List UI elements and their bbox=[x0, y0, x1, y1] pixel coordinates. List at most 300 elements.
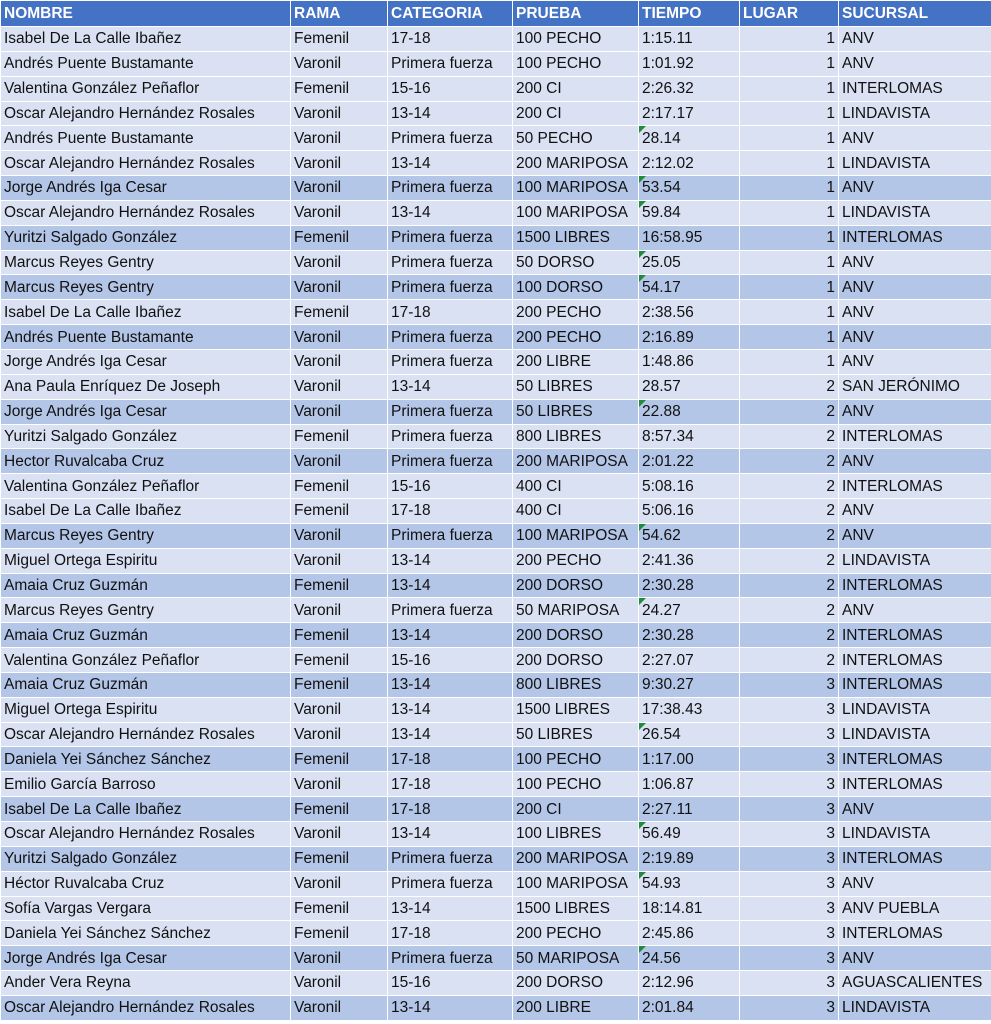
cell-sucursal[interactable]: ANV bbox=[839, 325, 991, 350]
header-prueba[interactable]: PRUEBA bbox=[513, 1, 639, 27]
cell-categoria[interactable]: 13-14 bbox=[388, 151, 513, 176]
cell-sucursal[interactable]: LINDAVISTA bbox=[839, 101, 991, 126]
cell-lugar[interactable]: 2 bbox=[740, 399, 839, 424]
cell-nombre[interactable]: Amaia Cruz Guzmán bbox=[1, 623, 291, 648]
cell-sucursal[interactable]: ANV bbox=[839, 523, 991, 548]
cell-nombre[interactable]: Jorge Andrés Iga Cesar bbox=[1, 176, 291, 201]
cell-nombre[interactable]: Ana Paula Enríquez De Joseph bbox=[1, 374, 291, 399]
cell-tiempo[interactable]: 1:48.86 bbox=[639, 349, 740, 374]
cell-nombre[interactable]: Yuritzi Salgado González bbox=[1, 846, 291, 871]
cell-lugar[interactable]: 2 bbox=[740, 424, 839, 449]
cell-sucursal[interactable]: LINDAVISTA bbox=[839, 697, 991, 722]
cell-sucursal[interactable]: ANV bbox=[839, 499, 991, 524]
cell-rama[interactable]: Varonil bbox=[291, 772, 388, 797]
table-row bbox=[1, 995, 991, 1020]
table-row bbox=[1, 623, 991, 648]
cell-sucursal[interactable]: ANV bbox=[839, 871, 991, 896]
cell-categoria[interactable]: Primera fuerza bbox=[388, 946, 513, 971]
cell-prueba[interactable]: 200 PECHO bbox=[513, 300, 639, 325]
cell-nombre[interactable]: Amaia Cruz Guzmán bbox=[1, 573, 291, 598]
cell-rama[interactable]: Varonil bbox=[291, 995, 388, 1020]
cell-prueba[interactable]: 100 PECHO bbox=[513, 27, 639, 52]
cell-nombre[interactable]: Miguel Ortega Espiritu bbox=[1, 548, 291, 573]
cell-prueba[interactable]: 100 LIBRES bbox=[513, 822, 639, 847]
cell-rama[interactable]: Femenil bbox=[291, 300, 388, 325]
cell-sucursal[interactable]: LINDAVISTA bbox=[839, 995, 991, 1020]
table-row bbox=[1, 399, 991, 424]
cell-sucursal[interactable]: AGUASCALIENTES bbox=[839, 971, 991, 996]
cell-sucursal[interactable]: INTERLOMAS bbox=[839, 772, 991, 797]
cell-tiempo[interactable]: 54.17 bbox=[639, 275, 740, 300]
cell-categoria[interactable]: Primera fuerza bbox=[388, 51, 513, 76]
cell-sucursal[interactable]: ANV bbox=[839, 27, 991, 52]
cell-lugar[interactable]: 2 bbox=[740, 523, 839, 548]
cell-nombre[interactable]: Oscar Alejandro Hernández Rosales bbox=[1, 722, 291, 747]
cell-categoria[interactable]: 15-16 bbox=[388, 648, 513, 673]
cell-sucursal[interactable]: INTERLOMAS bbox=[839, 225, 991, 250]
cell-tiempo[interactable]: 5:06.16 bbox=[639, 499, 740, 524]
cell-lugar[interactable]: 3 bbox=[740, 797, 839, 822]
header-rama[interactable]: RAMA bbox=[291, 1, 388, 27]
cell-sucursal[interactable]: INTERLOMAS bbox=[839, 672, 991, 697]
cell-rama[interactable]: Femenil bbox=[291, 76, 388, 101]
cell-tiempo[interactable]: 2:27.07 bbox=[639, 648, 740, 673]
cell-prueba[interactable]: 50 LIBRES bbox=[513, 722, 639, 747]
cell-categoria[interactable]: 15-16 bbox=[388, 971, 513, 996]
cell-nombre[interactable]: Oscar Alejandro Hernández Rosales bbox=[1, 995, 291, 1020]
cell-nombre[interactable]: Oscar Alejandro Hernández Rosales bbox=[1, 101, 291, 126]
header-nombre[interactable]: NOMBRE bbox=[1, 1, 291, 27]
cell-lugar[interactable]: 3 bbox=[740, 946, 839, 971]
cell-lugar[interactable]: 2 bbox=[740, 648, 839, 673]
cell-nombre[interactable]: Andrés Puente Bustamante bbox=[1, 325, 291, 350]
cell-lugar[interactable]: 2 bbox=[740, 374, 839, 399]
cell-lugar[interactable]: 3 bbox=[740, 697, 839, 722]
cell-categoria[interactable]: 13-14 bbox=[388, 672, 513, 697]
cell-prueba[interactable]: 200 CI bbox=[513, 76, 639, 101]
cell-rama[interactable]: Femenil bbox=[291, 921, 388, 946]
cell-tiempo[interactable]: 1:01.92 bbox=[639, 51, 740, 76]
cell-rama[interactable]: Varonil bbox=[291, 374, 388, 399]
cell-lugar[interactable]: 1 bbox=[740, 151, 839, 176]
cell-nombre[interactable]: Valentina González Peñaflor bbox=[1, 648, 291, 673]
cell-sucursal[interactable]: INTERLOMAS bbox=[839, 76, 991, 101]
cell-categoria[interactable]: 13-14 bbox=[388, 573, 513, 598]
table-row bbox=[1, 697, 991, 722]
cell-nombre[interactable]: Isabel De La Calle Ibañez bbox=[1, 499, 291, 524]
cell-categoria[interactable]: 13-14 bbox=[388, 896, 513, 921]
cell-lugar[interactable]: 1 bbox=[740, 27, 839, 52]
cell-lugar[interactable]: 1 bbox=[740, 250, 839, 275]
cell-lugar[interactable]: 3 bbox=[740, 846, 839, 871]
cell-lugar[interactable]: 2 bbox=[740, 598, 839, 623]
cell-tiempo[interactable]: 53.54 bbox=[639, 176, 740, 201]
cell-tiempo[interactable]: 1:06.87 bbox=[639, 772, 740, 797]
cell-categoria[interactable]: 13-14 bbox=[388, 374, 513, 399]
cell-rama[interactable]: Femenil bbox=[291, 672, 388, 697]
cell-prueba[interactable]: 200 CI bbox=[513, 101, 639, 126]
cell-categoria[interactable]: Primera fuerza bbox=[388, 325, 513, 350]
cell-lugar[interactable]: 2 bbox=[740, 499, 839, 524]
cell-lugar[interactable]: 3 bbox=[740, 672, 839, 697]
cell-tiempo[interactable]: 54.93 bbox=[639, 871, 740, 896]
cell-sucursal[interactable]: INTERLOMAS bbox=[839, 474, 991, 499]
cell-prueba[interactable]: 100 PECHO bbox=[513, 51, 639, 76]
cell-lugar[interactable]: 3 bbox=[740, 995, 839, 1020]
cell-tiempo[interactable]: 25.05 bbox=[639, 250, 740, 275]
table-row bbox=[1, 946, 991, 971]
cell-tiempo[interactable]: 17:38.43 bbox=[639, 697, 740, 722]
cell-rama[interactable]: Varonil bbox=[291, 250, 388, 275]
cell-sucursal[interactable]: ANV bbox=[839, 51, 991, 76]
cell-tiempo[interactable]: 2:19.89 bbox=[639, 846, 740, 871]
cell-sucursal[interactable]: LINDAVISTA bbox=[839, 722, 991, 747]
cell-tiempo[interactable]: 56.49 bbox=[639, 822, 740, 847]
table-row bbox=[1, 325, 991, 350]
cell-nombre[interactable]: Oscar Alejandro Hernández Rosales bbox=[1, 200, 291, 225]
cell-prueba[interactable]: 200 MARIPOSA bbox=[513, 449, 639, 474]
cell-rama[interactable]: Varonil bbox=[291, 325, 388, 350]
cell-lugar[interactable]: 3 bbox=[740, 772, 839, 797]
cell-rama[interactable]: Femenil bbox=[291, 424, 388, 449]
cell-rama[interactable]: Varonil bbox=[291, 598, 388, 623]
cell-rama[interactable]: Varonil bbox=[291, 548, 388, 573]
cell-sucursal[interactable]: ANV bbox=[839, 176, 991, 201]
cell-prueba[interactable]: 1500 LIBRES bbox=[513, 896, 639, 921]
cell-prueba[interactable]: 200 DORSO bbox=[513, 573, 639, 598]
cell-tiempo[interactable]: 2:12.96 bbox=[639, 971, 740, 996]
cell-nombre[interactable]: Valentina González Peñaflor bbox=[1, 474, 291, 499]
cell-tiempo[interactable]: 2:26.32 bbox=[639, 76, 740, 101]
cell-nombre[interactable]: Oscar Alejandro Hernández Rosales bbox=[1, 822, 291, 847]
cell-nombre[interactable]: Sofía Vargas Vergara bbox=[1, 896, 291, 921]
cell-categoria[interactable]: 17-18 bbox=[388, 300, 513, 325]
cell-rama[interactable]: Femenil bbox=[291, 747, 388, 772]
cell-prueba[interactable]: 100 MARIPOSA bbox=[513, 523, 639, 548]
cell-tiempo[interactable]: 9:30.27 bbox=[639, 672, 740, 697]
header-categoria[interactable]: CATEGORIA bbox=[388, 1, 513, 27]
cell-rama[interactable]: Varonil bbox=[291, 51, 388, 76]
cell-tiempo[interactable]: 2:12.02 bbox=[639, 151, 740, 176]
cell-prueba[interactable]: 100 MARIPOSA bbox=[513, 176, 639, 201]
cell-nombre[interactable]: Jorge Andrés Iga Cesar bbox=[1, 946, 291, 971]
cell-lugar[interactable]: 1 bbox=[740, 325, 839, 350]
cell-sucursal[interactable]: INTERLOMAS bbox=[839, 648, 991, 673]
cell-prueba[interactable]: 400 CI bbox=[513, 499, 639, 524]
cell-sucursal[interactable]: ANV bbox=[839, 300, 991, 325]
cell-sucursal[interactable]: ANV bbox=[839, 946, 991, 971]
cell-rama[interactable]: Femenil bbox=[291, 623, 388, 648]
cell-lugar[interactable]: 2 bbox=[740, 623, 839, 648]
cell-sucursal[interactable]: ANV bbox=[839, 449, 991, 474]
cell-tiempo[interactable]: 2:01.22 bbox=[639, 449, 740, 474]
cell-nombre[interactable]: Marcus Reyes Gentry bbox=[1, 523, 291, 548]
table-row bbox=[1, 200, 991, 225]
cell-prueba[interactable]: 1500 LIBRES bbox=[513, 225, 639, 250]
cell-lugar[interactable]: 1 bbox=[740, 51, 839, 76]
cell-nombre[interactable]: Isabel De La Calle Ibañez bbox=[1, 27, 291, 52]
cell-sucursal[interactable]: ANV bbox=[839, 275, 991, 300]
table-row bbox=[1, 101, 991, 126]
cell-lugar[interactable]: 1 bbox=[740, 225, 839, 250]
cell-rama[interactable]: Varonil bbox=[291, 275, 388, 300]
cell-prueba[interactable]: 200 MARIPOSA bbox=[513, 151, 639, 176]
cell-sucursal[interactable]: ANV bbox=[839, 797, 991, 822]
cell-sucursal[interactable]: ANV bbox=[839, 126, 991, 151]
header-lugar[interactable]: LUGAR bbox=[740, 1, 839, 27]
cell-nombre[interactable]: Daniela Yei Sánchez Sánchez bbox=[1, 921, 291, 946]
cell-categoria[interactable]: Primera fuerza bbox=[388, 225, 513, 250]
cell-nombre[interactable]: Yuritzi Salgado González bbox=[1, 424, 291, 449]
cell-prueba[interactable]: 200 MARIPOSA bbox=[513, 846, 639, 871]
cell-tiempo[interactable]: 5:08.16 bbox=[639, 474, 740, 499]
cell-sucursal[interactable]: ANV bbox=[839, 598, 991, 623]
cell-lugar[interactable]: 1 bbox=[740, 275, 839, 300]
cell-tiempo[interactable]: 8:57.34 bbox=[639, 424, 740, 449]
cell-sucursal[interactable]: ANV PUEBLA bbox=[839, 896, 991, 921]
cell-nombre[interactable]: Jorge Andrés Iga Cesar bbox=[1, 349, 291, 374]
cell-tiempo[interactable]: 2:41.36 bbox=[639, 548, 740, 573]
cell-tiempo[interactable]: 18:14.81 bbox=[639, 896, 740, 921]
cell-categoria[interactable]: 17-18 bbox=[388, 921, 513, 946]
cell-lugar[interactable]: 2 bbox=[740, 548, 839, 573]
cell-lugar[interactable]: 3 bbox=[740, 971, 839, 996]
cell-sucursal[interactable]: ANV bbox=[839, 399, 991, 424]
cell-categoria[interactable]: 17-18 bbox=[388, 27, 513, 52]
cell-prueba[interactable]: 100 PECHO bbox=[513, 747, 639, 772]
cell-rama[interactable]: Varonil bbox=[291, 349, 388, 374]
cell-rama[interactable]: Varonil bbox=[291, 722, 388, 747]
cell-prueba[interactable]: 200 DORSO bbox=[513, 648, 639, 673]
cell-prueba[interactable]: 50 DORSO bbox=[513, 250, 639, 275]
cell-rama[interactable]: Varonil bbox=[291, 871, 388, 896]
cell-prueba[interactable]: 50 LIBRES bbox=[513, 399, 639, 424]
cell-nombre[interactable]: Marcus Reyes Gentry bbox=[1, 275, 291, 300]
cell-categoria[interactable]: Primera fuerza bbox=[388, 126, 513, 151]
cell-categoria[interactable]: 15-16 bbox=[388, 76, 513, 101]
cell-nombre[interactable]: Andrés Puente Bustamante bbox=[1, 51, 291, 76]
cell-tiempo[interactable]: 1:17.00 bbox=[639, 747, 740, 772]
table-row bbox=[1, 449, 991, 474]
header-tiempo[interactable]: TIEMPO bbox=[639, 1, 740, 27]
cell-lugar[interactable]: 1 bbox=[740, 349, 839, 374]
cell-lugar[interactable]: 1 bbox=[740, 76, 839, 101]
cell-categoria[interactable]: Primera fuerza bbox=[388, 871, 513, 896]
cell-prueba[interactable]: 200 CI bbox=[513, 797, 639, 822]
cell-prueba[interactable]: 200 LIBRE bbox=[513, 995, 639, 1020]
cell-tiempo[interactable]: 22.88 bbox=[639, 399, 740, 424]
cell-prueba[interactable]: 200 DORSO bbox=[513, 623, 639, 648]
cell-sucursal[interactable]: LINDAVISTA bbox=[839, 822, 991, 847]
cell-categoria[interactable]: 13-14 bbox=[388, 722, 513, 747]
cell-rama[interactable]: Varonil bbox=[291, 151, 388, 176]
cell-nombre[interactable]: Oscar Alejandro Hernández Rosales bbox=[1, 151, 291, 176]
cell-nombre[interactable]: Hector Ruvalcaba Cruz bbox=[1, 449, 291, 474]
cell-rama[interactable]: Femenil bbox=[291, 846, 388, 871]
cell-lugar[interactable]: 1 bbox=[740, 176, 839, 201]
cell-tiempo[interactable]: 28.57 bbox=[639, 374, 740, 399]
cell-nombre[interactable]: Héctor Ruvalcaba Cruz bbox=[1, 871, 291, 896]
cell-lugar[interactable]: 2 bbox=[740, 449, 839, 474]
cell-categoria[interactable]: 17-18 bbox=[388, 797, 513, 822]
cell-categoria[interactable]: Primera fuerza bbox=[388, 176, 513, 201]
cell-rama[interactable]: Femenil bbox=[291, 648, 388, 673]
cell-lugar[interactable]: 1 bbox=[740, 300, 839, 325]
cell-rama[interactable]: Varonil bbox=[291, 822, 388, 847]
cell-sucursal[interactable]: ANV bbox=[839, 349, 991, 374]
cell-lugar[interactable]: 3 bbox=[740, 747, 839, 772]
cell-nombre[interactable]: Andrés Puente Bustamante bbox=[1, 126, 291, 151]
cell-tiempo[interactable]: 16:58.95 bbox=[639, 225, 740, 250]
header-sucursal[interactable]: SUCURSAL bbox=[839, 1, 991, 27]
cell-rama[interactable]: Varonil bbox=[291, 101, 388, 126]
cell-categoria[interactable]: Primera fuerza bbox=[388, 250, 513, 275]
cell-prueba[interactable]: 1500 LIBRES bbox=[513, 697, 639, 722]
cell-rama[interactable]: Varonil bbox=[291, 176, 388, 201]
cell-nombre[interactable]: Jorge Andrés Iga Cesar bbox=[1, 399, 291, 424]
cell-rama[interactable]: Varonil bbox=[291, 946, 388, 971]
cell-sucursal[interactable]: INTERLOMAS bbox=[839, 623, 991, 648]
cell-categoria[interactable]: Primera fuerza bbox=[388, 399, 513, 424]
cell-categoria[interactable]: 17-18 bbox=[388, 499, 513, 524]
cell-tiempo[interactable]: 2:30.28 bbox=[639, 623, 740, 648]
cell-nombre[interactable]: Emilio García Barroso bbox=[1, 772, 291, 797]
cell-rama[interactable]: Femenil bbox=[291, 573, 388, 598]
cell-sucursal[interactable]: ANV bbox=[839, 250, 991, 275]
cell-prueba[interactable]: 100 DORSO bbox=[513, 275, 639, 300]
cell-tiempo[interactable]: 54.62 bbox=[639, 523, 740, 548]
cell-sucursal[interactable]: LINDAVISTA bbox=[839, 200, 991, 225]
cell-prueba[interactable]: 50 PECHO bbox=[513, 126, 639, 151]
table-row bbox=[1, 176, 991, 201]
cell-tiempo[interactable]: 2:45.86 bbox=[639, 921, 740, 946]
cell-sucursal[interactable]: LINDAVISTA bbox=[839, 151, 991, 176]
cell-prueba[interactable]: 100 MARIPOSA bbox=[513, 871, 639, 896]
cell-prueba[interactable]: 200 PECHO bbox=[513, 548, 639, 573]
cell-nombre[interactable]: Miguel Ortega Espiritu bbox=[1, 697, 291, 722]
cell-tiempo[interactable]: 2:16.89 bbox=[639, 325, 740, 350]
cell-nombre[interactable]: Isabel De La Calle Ibañez bbox=[1, 797, 291, 822]
cell-prueba[interactable]: 200 LIBRE bbox=[513, 349, 639, 374]
cell-prueba[interactable]: 100 PECHO bbox=[513, 772, 639, 797]
cell-sucursal[interactable]: SAN JERÓNIMO bbox=[839, 374, 991, 399]
cell-rama[interactable]: Femenil bbox=[291, 896, 388, 921]
cell-lugar[interactable]: 2 bbox=[740, 474, 839, 499]
cell-categoria[interactable]: 13-14 bbox=[388, 548, 513, 573]
cell-categoria[interactable]: Primera fuerza bbox=[388, 449, 513, 474]
cell-nombre[interactable]: Ander Vera Reyna bbox=[1, 971, 291, 996]
cell-categoria[interactable]: 13-14 bbox=[388, 822, 513, 847]
cell-lugar[interactable]: 3 bbox=[740, 896, 839, 921]
cell-tiempo[interactable]: 24.56 bbox=[639, 946, 740, 971]
cell-rama[interactable]: Femenil bbox=[291, 499, 388, 524]
cell-categoria[interactable]: Primera fuerza bbox=[388, 424, 513, 449]
cell-sucursal[interactable]: INTERLOMAS bbox=[839, 573, 991, 598]
cell-prueba[interactable]: 800 LIBRES bbox=[513, 424, 639, 449]
cell-rama[interactable]: Femenil bbox=[291, 474, 388, 499]
table-row bbox=[1, 51, 991, 76]
cell-nombre[interactable]: Isabel De La Calle Ibañez bbox=[1, 300, 291, 325]
cell-rama[interactable]: Varonil bbox=[291, 523, 388, 548]
cell-categoria[interactable]: Primera fuerza bbox=[388, 846, 513, 871]
cell-tiempo[interactable]: 59.84 bbox=[639, 200, 740, 225]
cell-tiempo[interactable]: 2:01.84 bbox=[639, 995, 740, 1020]
cell-lugar[interactable]: 1 bbox=[740, 200, 839, 225]
cell-tiempo[interactable]: 2:27.11 bbox=[639, 797, 740, 822]
cell-nombre[interactable]: Daniela Yei Sánchez Sánchez bbox=[1, 747, 291, 772]
cell-categoria[interactable]: 13-14 bbox=[388, 697, 513, 722]
cell-rama[interactable]: Varonil bbox=[291, 200, 388, 225]
cell-tiempo[interactable]: 26.54 bbox=[639, 722, 740, 747]
header-row bbox=[1, 1, 991, 27]
cell-nombre[interactable]: Marcus Reyes Gentry bbox=[1, 250, 291, 275]
cell-sucursal[interactable]: LINDAVISTA bbox=[839, 548, 991, 573]
cell-tiempo[interactable]: 2:30.28 bbox=[639, 573, 740, 598]
cell-prueba[interactable]: 400 CI bbox=[513, 474, 639, 499]
cell-prueba[interactable]: 200 DORSO bbox=[513, 971, 639, 996]
cell-tiempo[interactable]: 24.27 bbox=[639, 598, 740, 623]
cell-categoria[interactable]: 13-14 bbox=[388, 623, 513, 648]
cell-categoria[interactable]: 15-16 bbox=[388, 474, 513, 499]
cell-rama[interactable]: Femenil bbox=[291, 225, 388, 250]
cell-tiempo[interactable]: 2:17.17 bbox=[639, 101, 740, 126]
cell-categoria[interactable]: 13-14 bbox=[388, 200, 513, 225]
table-row bbox=[1, 747, 991, 772]
cell-categoria[interactable]: Primera fuerza bbox=[388, 598, 513, 623]
cell-tiempo[interactable]: 2:38.56 bbox=[639, 300, 740, 325]
cell-lugar[interactable]: 1 bbox=[740, 101, 839, 126]
cell-rama[interactable]: Femenil bbox=[291, 797, 388, 822]
cell-lugar[interactable]: 2 bbox=[740, 573, 839, 598]
cell-categoria[interactable]: Primera fuerza bbox=[388, 275, 513, 300]
cell-rama[interactable]: Varonil bbox=[291, 697, 388, 722]
cell-lugar[interactable]: 3 bbox=[740, 822, 839, 847]
cell-prueba[interactable]: 50 LIBRES bbox=[513, 374, 639, 399]
cell-categoria[interactable]: Primera fuerza bbox=[388, 523, 513, 548]
cell-prueba[interactable]: 800 LIBRES bbox=[513, 672, 639, 697]
cell-nombre[interactable]: Yuritzi Salgado González bbox=[1, 225, 291, 250]
cell-prueba[interactable]: 50 MARIPOSA bbox=[513, 598, 639, 623]
cell-sucursal[interactable]: INTERLOMAS bbox=[839, 921, 991, 946]
cell-prueba[interactable]: 100 MARIPOSA bbox=[513, 200, 639, 225]
cell-categoria[interactable]: 17-18 bbox=[388, 747, 513, 772]
cell-sucursal[interactable]: INTERLOMAS bbox=[839, 846, 991, 871]
cell-lugar[interactable]: 1 bbox=[740, 126, 839, 151]
cell-nombre[interactable]: Marcus Reyes Gentry bbox=[1, 598, 291, 623]
cell-prueba[interactable]: 200 PECHO bbox=[513, 921, 639, 946]
cell-rama[interactable]: Varonil bbox=[291, 971, 388, 996]
cell-lugar[interactable]: 3 bbox=[740, 871, 839, 896]
cell-tiempo[interactable]: 28.14 bbox=[639, 126, 740, 151]
cell-rama[interactable]: Varonil bbox=[291, 399, 388, 424]
cell-nombre[interactable]: Valentina González Peñaflor bbox=[1, 76, 291, 101]
cell-categoria[interactable]: 17-18 bbox=[388, 772, 513, 797]
cell-rama[interactable]: Varonil bbox=[291, 449, 388, 474]
cell-prueba[interactable]: 50 MARIPOSA bbox=[513, 946, 639, 971]
cell-lugar[interactable]: 3 bbox=[740, 921, 839, 946]
cell-categoria[interactable]: 13-14 bbox=[388, 995, 513, 1020]
cell-categoria[interactable]: Primera fuerza bbox=[388, 349, 513, 374]
cell-sucursal[interactable]: INTERLOMAS bbox=[839, 747, 991, 772]
cell-rama[interactable]: Varonil bbox=[291, 126, 388, 151]
cell-tiempo[interactable]: 1:15.11 bbox=[639, 27, 740, 52]
cell-rama[interactable]: Femenil bbox=[291, 27, 388, 52]
cell-categoria[interactable]: 13-14 bbox=[388, 101, 513, 126]
cell-lugar[interactable]: 3 bbox=[740, 722, 839, 747]
cell-sucursal[interactable]: INTERLOMAS bbox=[839, 424, 991, 449]
cell-prueba[interactable]: 200 PECHO bbox=[513, 325, 639, 350]
cell-nombre[interactable]: Amaia Cruz Guzmán bbox=[1, 672, 291, 697]
